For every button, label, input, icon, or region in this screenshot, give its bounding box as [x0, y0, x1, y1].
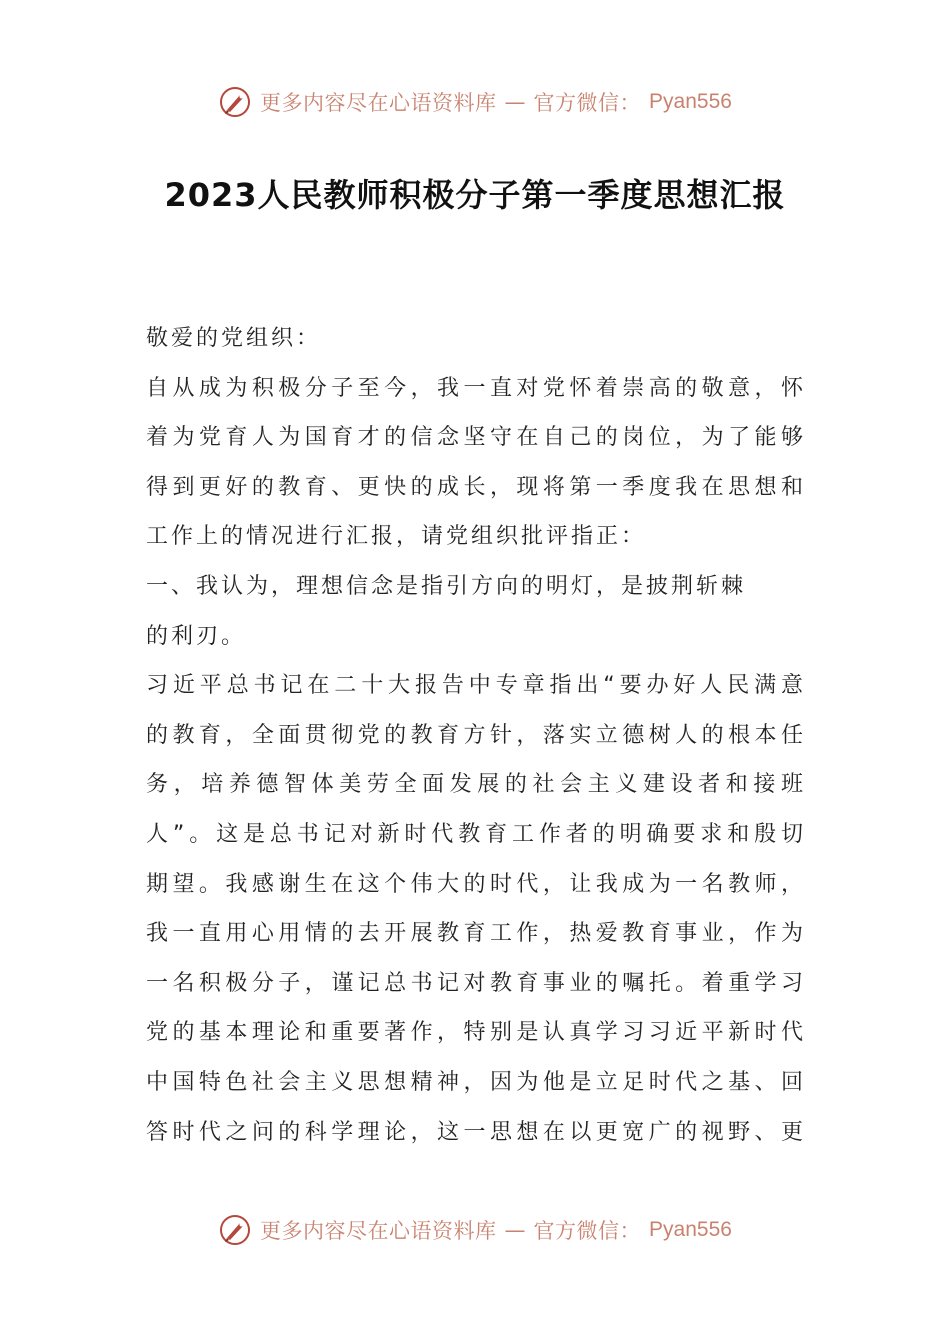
watermark-text: 更多内容尽在心语资料库	[260, 91, 497, 115]
body-line: 得到更好的教育、更快的成长，现将第一季度我在思想和	[146, 474, 806, 500]
watermark-id: Pyan556	[649, 1218, 732, 1241]
document-body	[146, 314, 806, 1157]
footer-watermark	[0, 1208, 950, 1252]
body-line: 自从成为积极分子至今，我一直对党怀着崇高的敬意，怀	[146, 375, 806, 401]
section-heading-line: 的利刃。	[146, 623, 247, 649]
pen-logo-icon	[218, 85, 252, 119]
watermark-label: 官方微信：	[533, 91, 642, 115]
body-line: 答时代之问的科学理论，这一思想在以更宽广的视野、更	[146, 1119, 806, 1145]
pen-logo-icon	[218, 1213, 252, 1247]
body-line: 人”。这是总书记对新时代教育工作者的明确要求和殷切	[146, 821, 806, 847]
body-line: 习近平总书记在二十大报告中专章指出“要办好人民满意	[146, 673, 806, 699]
body-line: 中国特色社会主义思想精神，因为他是立足时代之基、回	[146, 1069, 806, 1095]
body-line: 务，培养德智体美劳全面发展的社会主义建设者和接班	[146, 772, 806, 798]
watermark-separator: —	[504, 90, 526, 114]
watermark-separator: —	[504, 1218, 526, 1242]
body-line: 党的基本理论和重要著作，特别是认真学习习近平新时代	[146, 1020, 806, 1046]
watermark-id: Pyan556	[649, 90, 732, 113]
header-watermark	[0, 80, 950, 124]
salutation-line: 敬爱的党组织：	[146, 326, 322, 351]
body-line: 期望。我感谢生在这个伟大的时代，让我成为一名教师，	[146, 871, 806, 897]
watermark-text: 更多内容尽在心语资料库	[260, 1219, 497, 1243]
document-title: 2023人民教师积极分子第一季度思想汇报	[164, 176, 786, 214]
body-line: 工作上的情况进行汇报，请党组织批评指正：	[146, 524, 647, 550]
body-line: 我一直用心用情的去开展教育工作，热爱教育事业，作为	[146, 921, 806, 947]
body-line: 一名积极分子，谨记总书记对教育事业的嘱托。着重学习	[146, 970, 806, 996]
body-line: 着为党育人为国育才的信念坚守在自己的岗位，为了能够	[146, 425, 806, 451]
body-line: 的教育，全面贯彻党的教育方针，落实立德树人的根本任	[146, 722, 806, 748]
section-heading-line: 一、我认为，理想信念是指引方向的明灯，是披荆斩棘	[146, 573, 747, 599]
watermark-label: 官方微信：	[533, 1219, 642, 1243]
